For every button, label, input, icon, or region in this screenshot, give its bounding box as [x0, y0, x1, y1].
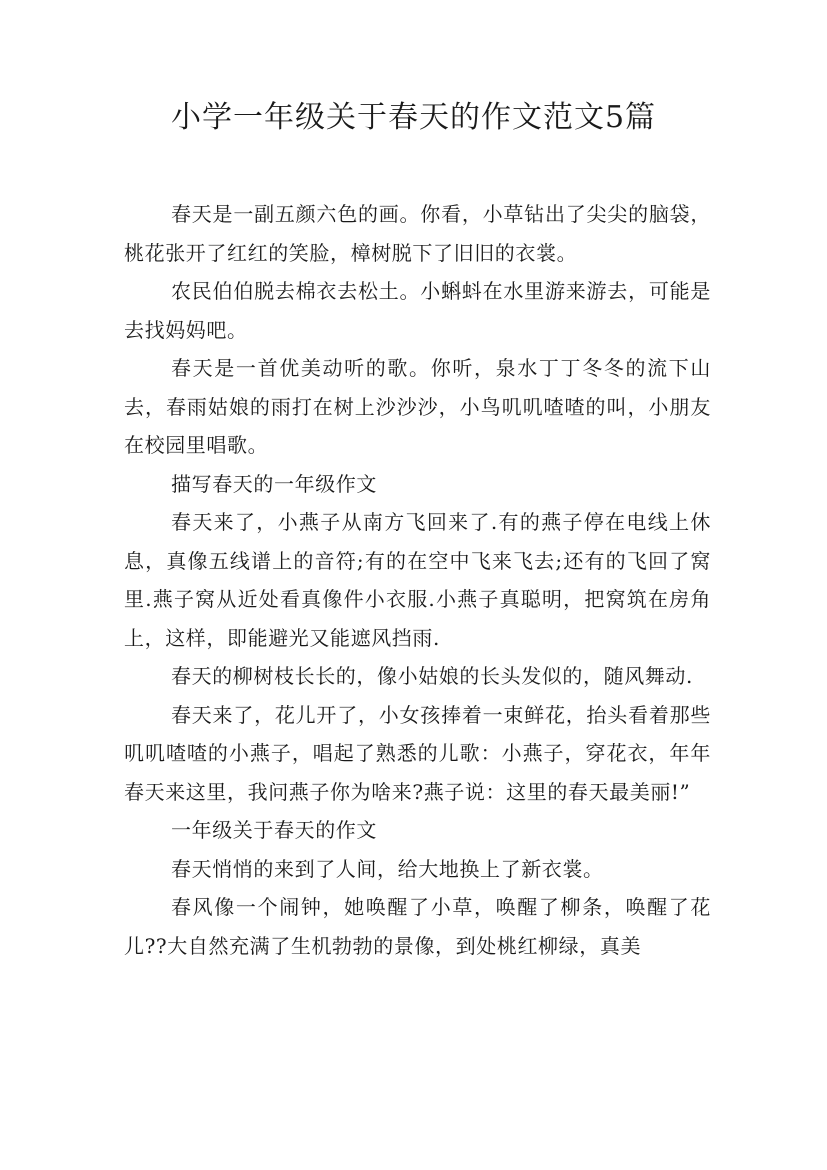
section-heading-1: 描写春天的一年级作文	[171, 471, 377, 496]
paragraph-7: 春天悄悄的来到了人间，给大地换上了新衣裳。	[171, 856, 604, 881]
document-title: 小学一年级关于春天的作文范文5篇	[170, 100, 657, 135]
paragraph-6: 春天来了，花儿开了，小女孩捧着一束鲜花，抬头看着那些叽叽喳喳的小燕子，唱起了熟悉的儿歌：小燕子，穿花衣，年年春天来这里，我问燕子你为啥来?燕子说：这里的春天最美丽!”	[124, 702, 711, 804]
paragraph-5: 春天的柳树枝长长的，像小姑娘的长头发似的，随风舞动.	[171, 664, 693, 688]
paragraph-1: 春天是一副五颜六色的画。你看，小草钻出了尖尖的脑袋，桃花张开了红红的笑脸，樟树脱下了旧旧的衣裳。	[124, 202, 711, 265]
document-body	[124, 195, 711, 965]
paragraph-3: 春天是一首优美动听的歌。你听，泉水丁丁冬冬的流下山去，春雨姑娘的雨打在树上沙沙沙，小鸟叽叽喳喳的叫，小朋友在校园里唱歌。	[124, 356, 711, 457]
paragraph-4: 春天来了，小燕子从南方飞回来了.有的燕子停在电线上休息，真像五线谱上的音符;有的在空中飞来飞去;还有的飞回了窝里.燕子窝从近处看真像件小衣服.小燕子真聪明，把窝筑在房角上，这样，即能避光又能遮风挡雨.	[124, 510, 711, 650]
paragraph-2: 农民伯伯脱去棉衣去松土。小蝌蚪在水里游来游去，可能是去找妈妈吧。	[124, 279, 711, 342]
section-heading-2: 一年级关于春天的作文	[171, 818, 377, 842]
paragraph-8: 春风像一个闹钟，她唤醒了小草，唤醒了柳条，唤醒了花儿??大自然充满了生机勃勃的景像，到处桃红柳绿，真美	[124, 895, 711, 958]
